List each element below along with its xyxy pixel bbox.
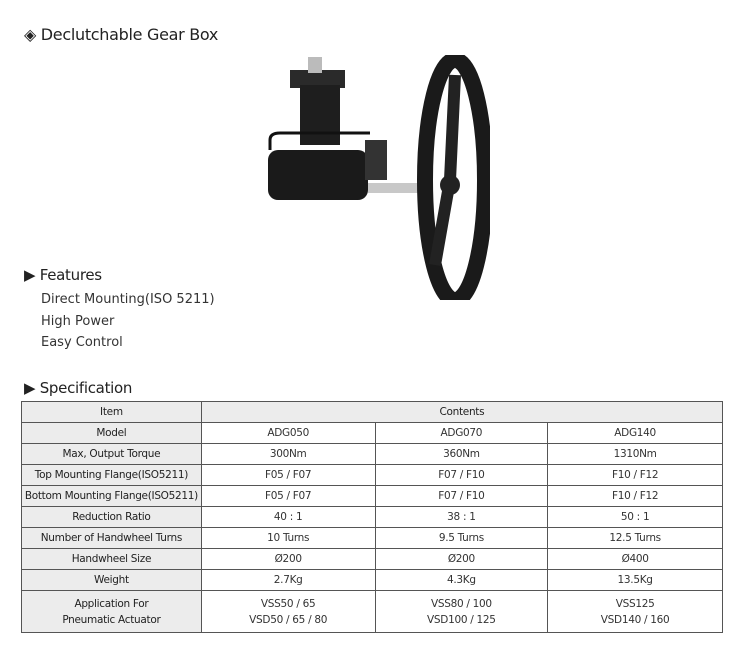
- cell-value: 360Nm: [375, 444, 548, 465]
- cell-value: [375, 591, 548, 633]
- cell-value: Ø400: [548, 549, 723, 570]
- table-row: [22, 423, 723, 444]
- table-row-application: [22, 591, 723, 633]
- specification-heading: ▶ Specification: [24, 379, 133, 397]
- cell-value: 4.3Kg: [375, 570, 548, 591]
- cell-value: 9.5 Turns: [375, 528, 548, 549]
- cell-value: Ø200: [375, 549, 548, 570]
- cell-value: ADG140: [548, 423, 723, 444]
- cell-value: 300Nm: [201, 444, 375, 465]
- cell-value: F10 / F12: [548, 486, 723, 507]
- table-row: [22, 486, 723, 507]
- cell-value: F07 / F10: [375, 486, 548, 507]
- cell-value: Ø200: [201, 549, 375, 570]
- row-label: Bottom Mounting Flange(ISO5211): [22, 486, 202, 507]
- cell-value: ADG070: [375, 423, 548, 444]
- cell-value: F10 / F12: [548, 465, 723, 486]
- cell-value: 2.7Kg: [201, 570, 375, 591]
- cell-value: [548, 591, 723, 633]
- cell-value: 50 : 1: [548, 507, 723, 528]
- cell-value: ADG050: [201, 423, 375, 444]
- cell-value: 40 : 1: [201, 507, 375, 528]
- row-label: Handwheel Size: [22, 549, 202, 570]
- table-row: [22, 444, 723, 465]
- gear-housing: [268, 150, 368, 200]
- cell-value: 13.5Kg: [548, 570, 723, 591]
- value-line: VSS80 / 100: [430, 597, 492, 610]
- features-heading: ▶ Features: [24, 266, 102, 284]
- specification-table: [21, 401, 723, 633]
- table-row: [22, 507, 723, 528]
- row-label: Max, Output Torque: [22, 444, 202, 465]
- table-row: [22, 465, 723, 486]
- row-label: Weight: [22, 570, 202, 591]
- table-row: [22, 549, 723, 570]
- row-label: Top Mounting Flange(ISO5211): [22, 465, 202, 486]
- feature-item: High Power: [41, 314, 115, 329]
- cell-value: 38 : 1: [375, 507, 548, 528]
- label-line: Pneumatic Actuator: [62, 613, 161, 626]
- value-line: VSS50 / 65: [260, 597, 316, 610]
- value-line: VSD100 / 125: [427, 613, 496, 626]
- page-title: ◈ Declutchable Gear Box: [24, 25, 219, 44]
- contents-header: Contents: [201, 402, 722, 423]
- value-line: VSD140 / 160: [600, 613, 670, 626]
- row-label: Number of Handwheel Turns: [22, 528, 202, 549]
- table-header-row: [22, 402, 723, 423]
- label-line: Application For: [74, 597, 149, 610]
- cell-value: F05 / F07: [201, 486, 375, 507]
- row-label: Reduction Ratio: [22, 507, 202, 528]
- value-line: VSD50 / 65 / 80: [249, 613, 328, 626]
- cell-value: 12.5 Turns: [548, 528, 723, 549]
- item-header: Item: [22, 402, 202, 423]
- table-row: [22, 528, 723, 549]
- row-label: [22, 591, 202, 633]
- cell-value: F07 / F10: [375, 465, 548, 486]
- gear-box-image: [260, 55, 490, 300]
- feature-item: Easy Control: [41, 335, 123, 350]
- cell-value: [201, 591, 375, 633]
- cell-value: 1310Nm: [548, 444, 723, 465]
- row-label: Model: [22, 423, 202, 444]
- value-line: VSS125: [615, 597, 655, 610]
- table-row: [22, 570, 723, 591]
- feature-item: Direct Mounting(ISO 5211): [41, 292, 215, 307]
- cell-value: 10 Turns: [201, 528, 375, 549]
- cell-value: F05 / F07: [201, 465, 375, 486]
